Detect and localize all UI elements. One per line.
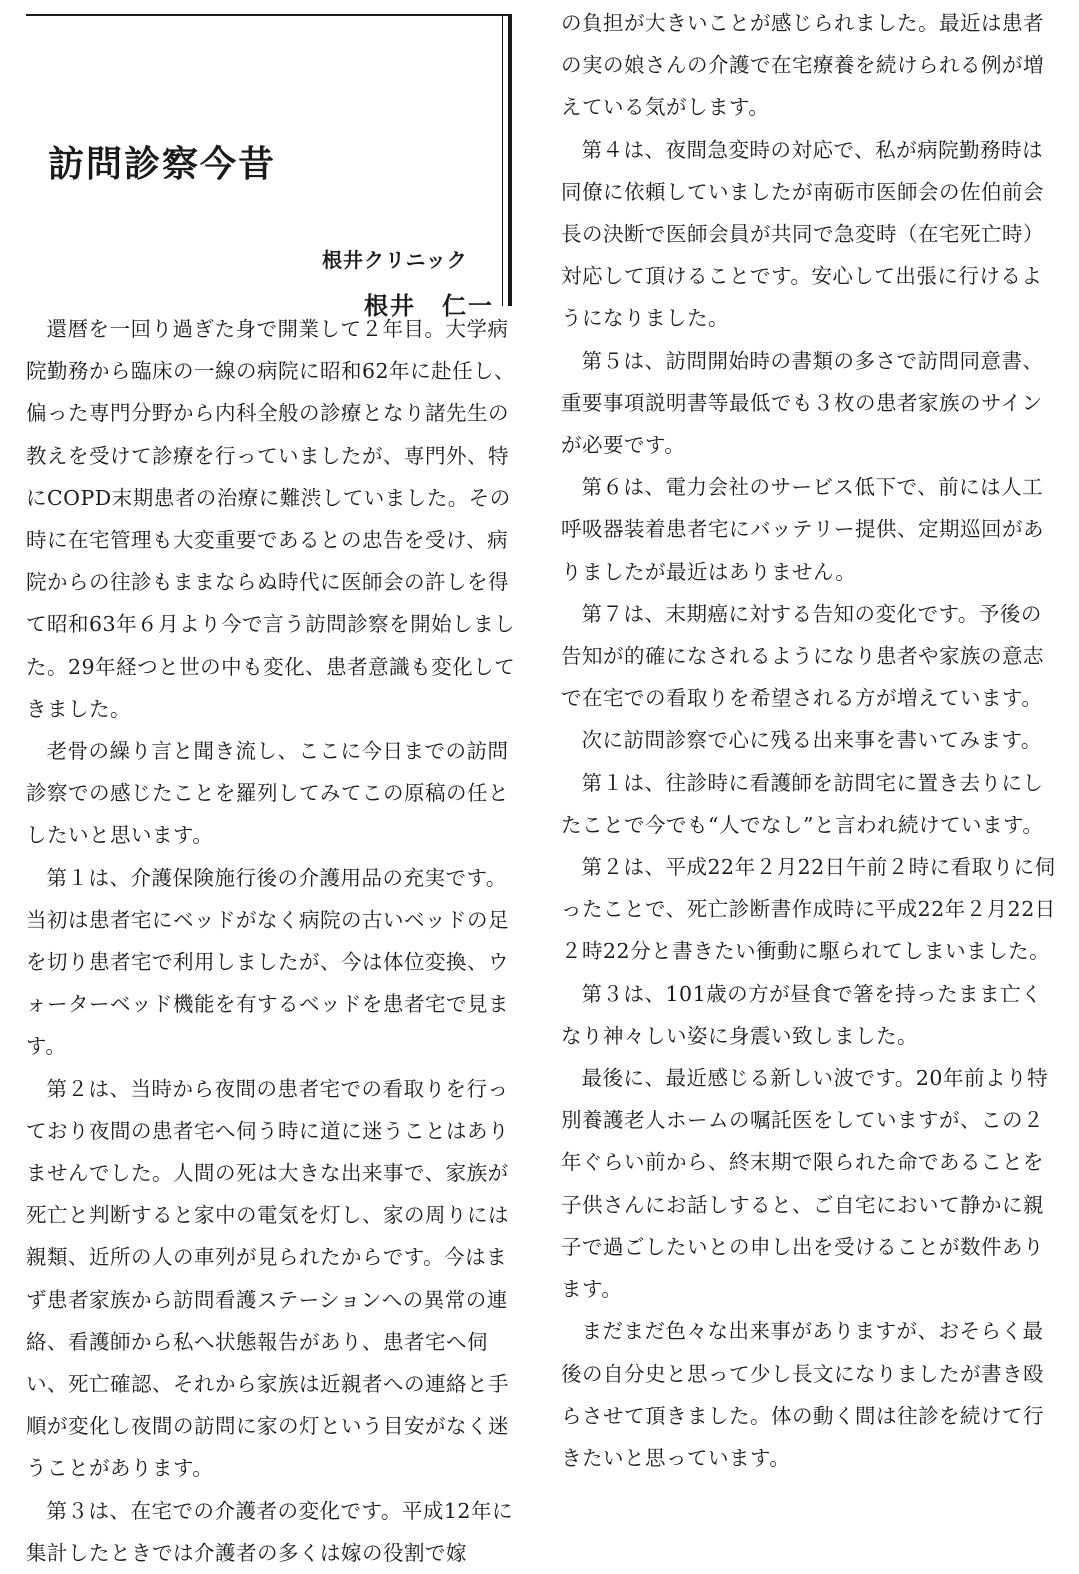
paragraph-memory-1: 第１は、往診時に看護師を訪問宅に置き去りにしたことで今でも“人でなし”と言われ続けています。	[561, 770, 1044, 837]
paragraph-point-2: 第２は、当時から夜間の患者宅での看取りを行っており夜間の患者宅へ伺う時に道に迷うことはありませんでした。人間の死は大きな出来事で、家族が死亡と判断すると家中の電気を灯し、家の周りには親類、近所の人の車列が見られたからです。今はまず患者家族から訪問看護ステーションへの異常の連絡、看護師から私へ状態報告があり、患者宅へ伺い、死亡確認、それから家族は近親者への連絡と手順が変化し夜間の訪問に家の灯という目安がなく迷うことがあります。	[26, 1076, 509, 1481]
left-column	[26, 308, 526, 1574]
article-title: 訪問診察今昔	[48, 143, 277, 185]
paragraph-intro: 還暦を一回り過ぎた身で開業して２年目。大学病院勤務から臨床の一線の病院に昭和62年に赴任し、偏った専門分野から内科全般の診療となり諸先生の教えを受けて診療を行っていましたが、専門外、特にCOPD末期患者の治療に難渋していました。その時に在宅管理も大変重要であるとの忠告を受け、病院からの往診もままならぬ時代に医師会の許しを得て昭和63年６月より今で言う訪問診察を開始しました。29年経つと世の中も変化、患者意識も変化してきました。	[26, 317, 516, 721]
paragraph-point-1: 第１は、介護保険施行後の介護用品の充実です。当初は患者宅にベッドがなく病院の古いベッドの足を切り患者宅で利用しましたが、今は体位変換、ウォーターベッド機能を有するベッドを患者宅で見ます。	[26, 865, 509, 1059]
paragraph-point-3-continued: の負担が大きいことが感じられました。最近は患者の実の娘さんの介護で在宅療養を続けられる例が増えている気がします。	[561, 11, 1044, 120]
right-column	[561, 2, 1061, 1479]
paragraph-preface: 老骨の繰り言と聞き流し、ここに今日までの訪問診察での感じたことを羅列してみてこの原稿の任としたいと思います。	[26, 739, 509, 848]
paragraph-memory-3: 第３は、101歳の方が昼食で箸を持ったまま亡くなり神々しい姿に身震い致しました。	[561, 981, 1043, 1048]
paragraph-memories-intro: 次に訪問診察で心に残る出来事を書いてみます。	[581, 728, 1042, 753]
paragraph-point-7: 第７は、末期癌に対する告知の変化です。予後の告知が的確になされるようになり患者や家族の意志で在宅での看取りを希望される方が増えています。	[561, 601, 1044, 711]
author-affiliation: 根井クリニック	[322, 248, 468, 272]
paragraph-memory-2: 第２は、平成22年２月22日午前２時に看取りに伺ったことで、死亡診断書作成時に平成22年２月22日２時22分と書きたい衝動に駆られてしまいました。	[561, 855, 1056, 964]
title-box	[26, 14, 512, 320]
author-name: 根井 仁一	[364, 291, 494, 320]
paragraph-point-4: 第４は、夜間急変時の対応で、私が病院勤務時は同僚に依頼していましたが南砺市医師会の佐伯前会長の決断で医師会員が共同で急変時（在宅死亡時）対応して頂けることです。安心して出張に行けるようになりました。	[561, 137, 1044, 331]
paragraph-new-wave: 最後に、最近感じる新しい波です。20年前より特別養護老人ホームの嘱託医をしていますが、この２年ぐらい前から、終末期で限られた命であることを子供さんにお話しすると、ご自宅において静かに親子で過ごしたいとの申し出を受けることが数件あります。	[561, 1066, 1048, 1302]
paragraph-closing: まだまだ色々な出来事がありますが、おそらく最後の自分史と思って少し長文になりましたが書き殴らさせて頂きました。体の動く間は往診を続けて行きたいと思っています。	[561, 1319, 1044, 1470]
paragraph-point-6: 第６は、電力会社のサービス低下で、前には人工呼吸器装着患者宅にバッテリー提供、定期巡回がありましたが最近はありません。	[561, 475, 1044, 584]
paragraph-point-5: 第５は、訪問開始時の書類の多さで訪問同意書、重要事項説明書等最低でも３枚の患者家族のサインが必要です。	[561, 348, 1044, 458]
paragraph-point-3: 第３は、在宅での介護者の変化です。平成12年に集計したときでは介護者の多くは嫁の役割で嫁	[26, 1498, 513, 1565]
